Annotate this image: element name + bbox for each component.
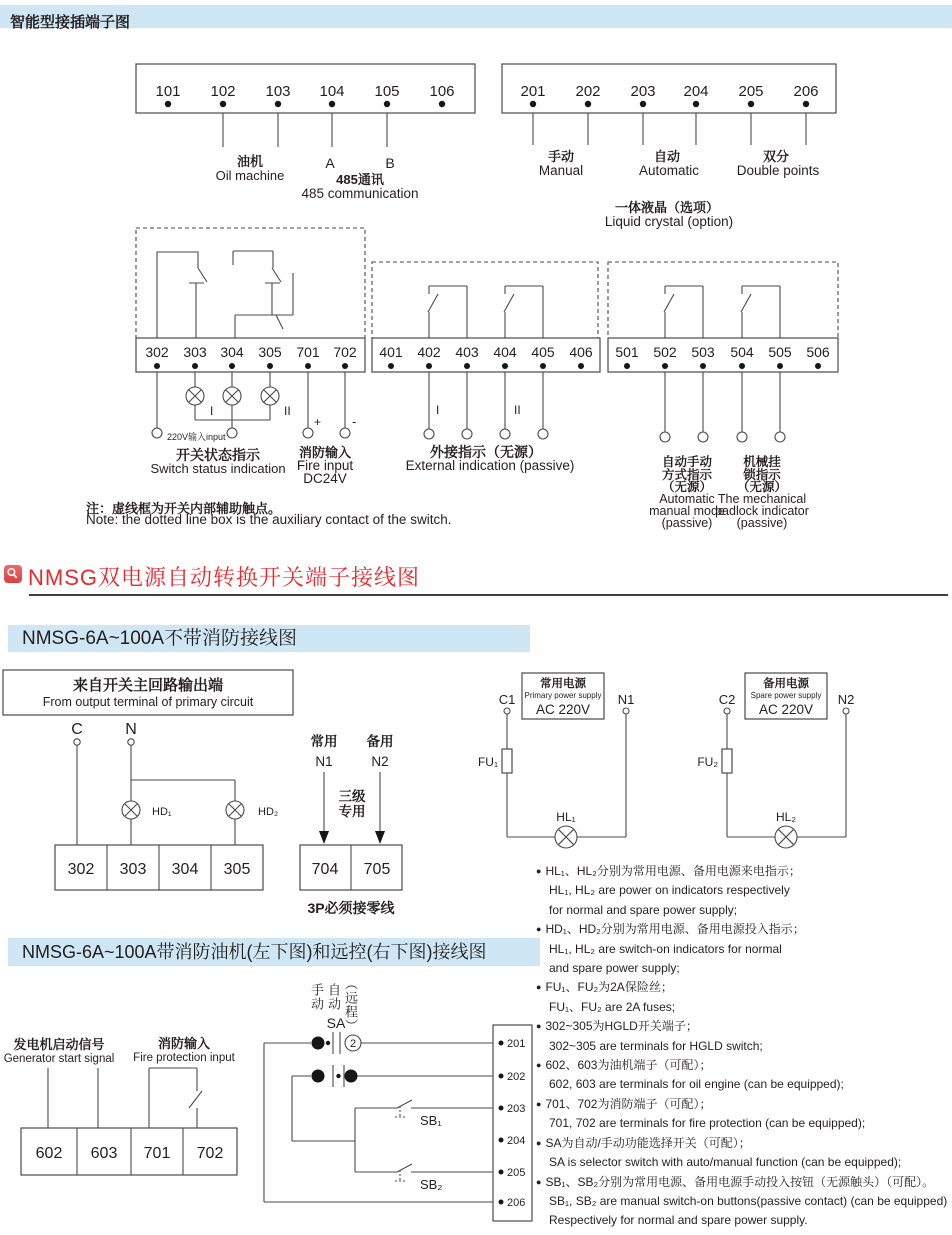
ac220v-label: AC 220V xyxy=(758,702,814,717)
auto-label-cn: 自动 xyxy=(653,149,681,164)
v220-input-label: 220V输入input xyxy=(167,432,226,442)
terminal-number: 304 xyxy=(220,344,244,360)
manual-label-cn: 手动 xyxy=(547,149,575,164)
wiring-diagram-fire-remote xyxy=(0,975,540,1235)
padlock-label-en: The mechanical xyxy=(717,492,807,506)
sa-auto-label: 自动 xyxy=(326,983,341,1011)
aux-contact-box-1 xyxy=(136,228,365,486)
spare-supply-label-en: Spare power supply xyxy=(750,691,822,700)
auto-manual-label-cn: 自动手动 xyxy=(661,455,713,469)
lcd-option-label-en: Liquid crystal (option) xyxy=(604,214,734,229)
terminal-number: 101 xyxy=(155,83,181,100)
padlock-label-cn: （无源） xyxy=(736,480,788,494)
n1-label: N1 xyxy=(315,754,333,769)
note-item: ● HL₁、HL₂分别为常用电源、备用电源来电指示； xyxy=(536,864,801,878)
terminal-number: 702 xyxy=(196,1145,224,1162)
source-label-en: From output terminal of primary circuit xyxy=(42,695,254,709)
plug-terminal-diagram xyxy=(0,60,952,530)
primary-power-circuit xyxy=(478,673,634,848)
terminal-number: 504 xyxy=(730,344,754,360)
note-item: ● 302~305为HGLD开关端子； xyxy=(536,1019,698,1034)
neutral-note: 3P必须接零线 xyxy=(307,900,395,916)
group-ii-label: II xyxy=(514,403,521,417)
section-title: NMSG双电源自动转换开关端子接线图 xyxy=(28,565,421,590)
auto-manual-label-en: Automatic xyxy=(659,492,715,506)
terminal-number: 305 xyxy=(223,861,251,878)
terminal-number: 402 xyxy=(417,344,441,360)
terminal-number: 602 xyxy=(35,1145,63,1162)
sb1-label: SB₁ xyxy=(420,1113,442,1128)
terminal-number: 506 xyxy=(806,344,830,360)
hd2-label: HD₂ xyxy=(258,806,279,818)
magnifier-icon xyxy=(4,565,22,583)
terminal-block-201-206 xyxy=(502,64,836,229)
n-phase-label: N xyxy=(125,721,137,738)
terminal-number: 202 xyxy=(575,83,601,100)
external-indication-label-en: External indication (passive) xyxy=(405,458,575,473)
terminal-number: 204 xyxy=(507,1135,526,1147)
n1-label: N1 xyxy=(617,692,635,707)
terminal-number: 505 xyxy=(768,344,792,360)
terminal-number: 701 xyxy=(296,344,320,360)
terminal-dots xyxy=(388,363,584,369)
oil-machine-label-en: Oil machine xyxy=(215,168,285,183)
terminal-number: 501 xyxy=(615,344,639,360)
auto-manual-label-cn: 方式指示 xyxy=(661,468,713,482)
note-item: ● 701、702为消防端子（可配）； xyxy=(536,1096,712,1111)
three-pole-label-cn: 专用 xyxy=(338,804,366,819)
padlock-label-en: padlock indicator xyxy=(715,504,809,518)
terminal-number: 302 xyxy=(145,344,169,360)
bullet-icon: ● xyxy=(536,1021,542,1032)
terminal-number: 105 xyxy=(374,83,400,100)
terminal-number: 405 xyxy=(531,344,555,360)
c-phase-label: C xyxy=(71,721,83,738)
terminal-dots xyxy=(530,101,809,107)
terminal-number: 206 xyxy=(793,83,819,100)
note-item: ● FU₁、FU₂为2A保险丝； xyxy=(536,980,673,995)
terminal-number: 404 xyxy=(493,344,517,360)
sa-selector-and-buttons xyxy=(264,1015,493,1202)
note-en: Note: the dotted line box is the auxiliary contact of the switch. xyxy=(86,512,452,527)
terminal-number: 103 xyxy=(265,83,291,100)
note-item: ● SA为自动/手动功能选择开关（可配）； xyxy=(536,1135,751,1150)
terminal-dots xyxy=(165,101,445,107)
terminal-block-101-106 xyxy=(136,64,475,201)
source-label-cn: 来自开关主回路输出端 xyxy=(72,677,224,694)
spare-power-circuit xyxy=(697,673,854,848)
terminal-number: 305 xyxy=(258,344,282,360)
terminal-number: 401 xyxy=(379,344,403,360)
bullet-icon: ● xyxy=(536,1176,542,1187)
terminal-number: 104 xyxy=(319,83,345,100)
terminal-number: 206 xyxy=(507,1197,526,1209)
terminal-number: 304 xyxy=(171,861,199,878)
padlock-label-en: (passive) xyxy=(736,516,788,530)
fu1-label: FU₁ xyxy=(477,755,498,769)
comm-label-cn: 485通讯 xyxy=(336,172,384,187)
hl1-label: HL₁ xyxy=(556,810,576,824)
note-item: ● 602、603为油机端子（可配）； xyxy=(536,1058,712,1073)
padlock-label-cn: 机械挂 xyxy=(743,455,781,469)
double-points-label-cn: 双分 xyxy=(762,149,790,164)
fu2-label: FU₂ xyxy=(697,755,718,769)
terminal-number: 403 xyxy=(455,344,479,360)
generator-fire-inputs xyxy=(4,1036,237,1175)
bullet-icon: ● xyxy=(536,924,542,935)
terminal-number: 201 xyxy=(507,1038,526,1050)
oil-machine-label-cn: 油机 xyxy=(236,154,264,169)
fire-input-label-en: Fire protection input xyxy=(133,1052,235,1064)
c2-label: C2 xyxy=(718,692,736,707)
lamp-icons xyxy=(186,387,279,405)
terminal-dots xyxy=(154,363,348,369)
double-points-label-en: Double points xyxy=(736,163,820,178)
sa-remote-label: （远程） xyxy=(343,977,358,1033)
auto-label-en: Automatic xyxy=(638,163,700,178)
terminal-number: 202 xyxy=(507,1071,526,1083)
aux-contact-box-2 xyxy=(372,262,600,473)
terminal-number: 302 xyxy=(67,861,95,878)
terminal-number: 102 xyxy=(210,83,236,100)
terminal-number: 503 xyxy=(691,344,715,360)
terminal-number: 502 xyxy=(653,344,677,360)
generator-signal-label-en: Generator start signal xyxy=(3,1053,115,1065)
hl2-label: HL₂ xyxy=(776,810,796,824)
subsection-header-no-fire: NMSG-6A~100A不带消防接线图 xyxy=(8,625,530,652)
terminal-strip-201-206 xyxy=(493,1025,532,1221)
group-i-label: I xyxy=(436,403,440,417)
page-header-bar xyxy=(0,5,952,31)
ac220v-label: AC 220V xyxy=(535,702,591,717)
auto-manual-label-en: manual mode xyxy=(649,504,725,518)
padlock-label-cn: 锁指示 xyxy=(743,468,781,482)
manual-label-en: Manual xyxy=(538,163,584,178)
hd1-label: HD₁ xyxy=(152,806,172,818)
group-i-label: I xyxy=(210,404,214,418)
notes-list: ● HL₁、HL₂分别为常用电源、备用电源来电指示； HL₁, HL₂ are power on indicators respectively for normal and spare power supply; ● HD₁、HD₂分别为常用电源、备用电源投入指示； HL₁, HL₂ are switch-on indicators for normal and spare power supply; ● FU₁、FU₂为2A保险丝； FU₁、FU₂ are 2A fuses; ● 302~305为HGLD开关端子； 302~305 are terminals for HGLD switch; ● 602、603为油机端子（可配）； 602, 603 are terminals for oil engine (can be equipped); ● 701、702为消防端子（可配）； 701, 702 are terminals for fire protection (can be equipped); ● SA为自动/手动功能选择开关（可配）； SA is selector switch with auto/manual function (can be equipped); ● SB₁、SB₂分别为常用电源、备用电源手动投入按钮（无源触头）（可配）。 SB₁, SB₂ are manual switch-on buttons(passive contact) (can be equipped) Respectively for normal and spare power supply. xyxy=(536,862,952,1231)
spare-label-cn: 备用 xyxy=(366,734,394,749)
terminal-number: 702 xyxy=(333,344,357,360)
c1-label: C1 xyxy=(498,692,516,707)
terminal-number: 406 xyxy=(569,344,593,360)
note-item: ● HD₁、HD₂分别为常用电源、备用电源投入指示； xyxy=(536,922,805,937)
terminal-number: 106 xyxy=(429,83,455,100)
primary-supply-label-en: Primary power supply xyxy=(524,691,602,700)
lamp-icons xyxy=(122,801,244,819)
fire-dc24v-label: DC24V xyxy=(303,471,347,486)
subsection-header-fire-remote: NMSG-6A~100A带消防油机(左下图)和远控(右下图)接线图 xyxy=(8,938,540,966)
minus-label: - xyxy=(352,414,357,429)
terminal-number: 705 xyxy=(363,861,391,878)
terminal-number: 203 xyxy=(630,83,656,100)
terminal-number: 201 xyxy=(520,83,546,100)
primary-supply-label-cn: 常用电源 xyxy=(540,678,586,690)
terminal-number: 205 xyxy=(507,1167,526,1179)
auto-manual-label-cn: （无源） xyxy=(661,480,713,494)
bullet-icon: ● xyxy=(536,1098,542,1109)
n2-label: N2 xyxy=(837,692,855,707)
bullet-icon: ● xyxy=(536,982,542,993)
external-indication-label-cn: 外接指示（无源） xyxy=(430,444,542,460)
sa-label: SA xyxy=(326,1015,346,1031)
terminal-number: 203 xyxy=(507,1103,526,1115)
group-ii-label: II xyxy=(284,404,291,418)
terminal-number: 204 xyxy=(683,83,709,100)
comm-label-en: 485 communication xyxy=(301,186,419,201)
neutral-terminals xyxy=(300,733,402,916)
terminal-dots xyxy=(624,363,821,369)
label-a: A xyxy=(325,155,335,171)
terminal-number: 701 xyxy=(143,1145,171,1162)
page-title: 智能型接插端子图 xyxy=(10,14,131,31)
sb2-label: SB₂ xyxy=(420,1177,443,1192)
terminal-number: 603 xyxy=(90,1145,118,1162)
normal-label-cn: 常用 xyxy=(310,734,338,749)
bullet-icon: ● xyxy=(536,1137,542,1148)
primary-circuit-output xyxy=(3,670,293,890)
aux-contact-box-3 xyxy=(608,262,838,530)
terminal-number: 303 xyxy=(119,861,147,878)
switch-status-label-cn: 开关状态指示 xyxy=(176,447,260,463)
spare-supply-label-cn: 备用电源 xyxy=(763,678,809,690)
label-b: B xyxy=(385,155,395,171)
position-2-label: 2 xyxy=(349,1038,357,1050)
bullet-icon: ● xyxy=(536,1060,542,1071)
bullet-icon: ● xyxy=(536,866,542,876)
fire-input-label-en: Fire input xyxy=(296,458,354,473)
terminal-number: 303 xyxy=(183,344,207,360)
terminal-number: 205 xyxy=(738,83,764,100)
three-pole-label-cn: 三级 xyxy=(338,789,366,804)
lcd-option-label-cn: 一体液晶（选项） xyxy=(614,200,720,215)
note-cn: 注：虚线框为开关内部辅助触点。 xyxy=(86,501,282,516)
plus-label: + xyxy=(314,415,322,429)
fire-input-label-cn: 消防输入 xyxy=(298,445,352,460)
note-item: ● SB₁、SB₂分别为常用电源、备用电源手动投入按钮（无源触头）（可配）。 xyxy=(536,1174,935,1189)
auto-manual-label-en: (passive) xyxy=(661,516,713,530)
terminal-number: 704 xyxy=(311,861,339,878)
n2-label: N2 xyxy=(371,754,389,769)
sa-manual-label: 手动 xyxy=(309,983,324,1011)
generator-signal-label-cn: 发电机启动信号 xyxy=(13,1037,105,1052)
fire-input-label-cn: 消防输入 xyxy=(157,1036,211,1051)
section-title-rule xyxy=(29,594,948,596)
switch-status-label-en: Switch status indication xyxy=(150,461,286,476)
